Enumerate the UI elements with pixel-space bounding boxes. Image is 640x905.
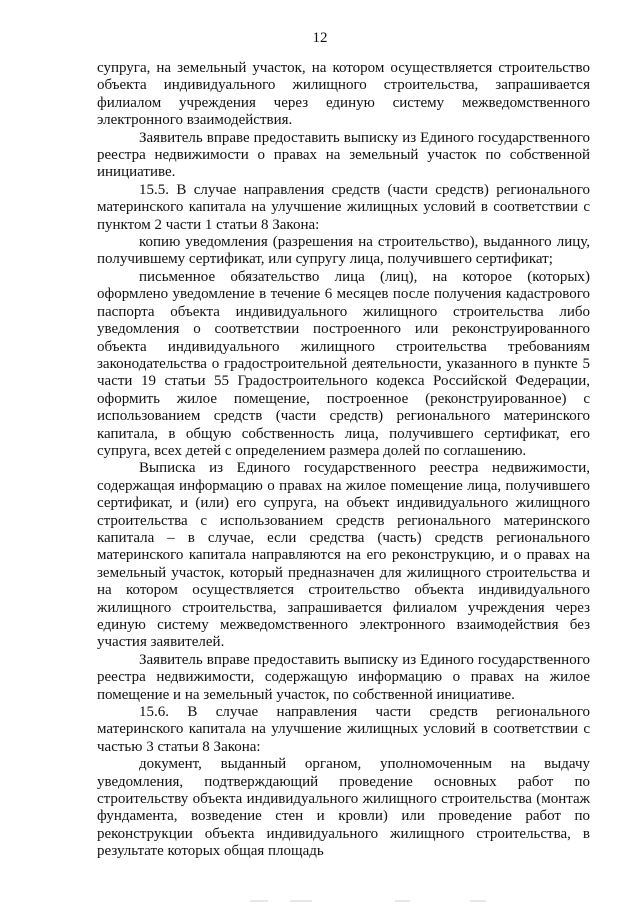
paragraph-3: 15.5. В случае направления средств (части средств) регионального материнского капитала на улучшение жилищных условий в соответствии с пунктом 2 части 1 статьи 8 Закона: xyxy=(97,181,590,233)
paragraph-1: супруга, на земельный участок, на котором осуществляется строительство объекта индивидуального жилищного строительства, запрашивается филиалом учреждения через единую систему межведомственного электронного взаимодействия. xyxy=(97,60,590,129)
paragraph-8: 15.6. В случае направления части средств регионального материнского капитала на улучшение жилищных условий в соответствии с частью 3 статьи 8 Закона: xyxy=(97,704,590,755)
paragraph-6: Выписка из Единого государственного реестра недвижимости, содержащая информацию о правах на жилое помещение лица, получившего сертификат, и (или) его супруга, на объект индивидуального жилищного строительства с использованием средств регионального материнского капитала – в случае, если средства (часть) средств регионального материнского капитала направляются на его реконструкцию, и о правах на земельный участок, который предназначен для жилищного строительства и на котором осуществляется строительство объекта индивидуального жилищного строительства, запрашивается филиалом учреждения через единую систему межведомственного электронного взаимодействия без участия заявителей. xyxy=(97,460,590,651)
scan-edge-marks xyxy=(0,895,640,905)
paragraph-4: копию уведомления (разрешения на строительство), выданного лицу, получившему сертификат, или супругу лица, получившего сертификат; xyxy=(97,234,590,268)
document-body xyxy=(97,60,590,861)
paragraph-7: Заявитель вправе предоставить выписку из Единого государственного реестра недвижимости, содержащую информацию о правах на жилое помещение и на земельный участок, по собственной инициативе. xyxy=(97,651,590,703)
paragraph-5: письменное обязательство лица (лиц), на которое (которых) оформлено уведомление в течение 6 месяцев после получения кадастрового паспорта объекта индивидуального жилищного строительства либо уведомления о соответствии построенного или реконструированного объекта индивидуального жилищного строительства требованиям законодательства о градостроительной деятельности, указанного в пункте 5 части 19 статьи 55 Градостроительного кодекса Российской Федерации, оформить жилое помещение, построенное (реконструированное) с использованием средств (части средств) регионального материнского капитала, в общую собственность лица, получившего сертификат, его супруга, всех детей с определением размера долей по соглашению. xyxy=(97,268,590,459)
page-number: 12 xyxy=(312,30,328,46)
paragraph-2: Заявитель вправе предоставить выписку из Единого государственного реестра недвижимости о правах на земельный участок по собственной инициативе. xyxy=(97,129,590,181)
paragraph-9: документ, выданный органом, уполномоченным на выдачу уведомления, подтверждающий проведение основных работ по строительству объекта индивидуального жилищного строительства (монтаж фундамента, возведение стен и кровли) или проведение работ по реконструкции объекта индивидуального жилищного строительства, в результате которых общая площадь xyxy=(97,756,590,860)
